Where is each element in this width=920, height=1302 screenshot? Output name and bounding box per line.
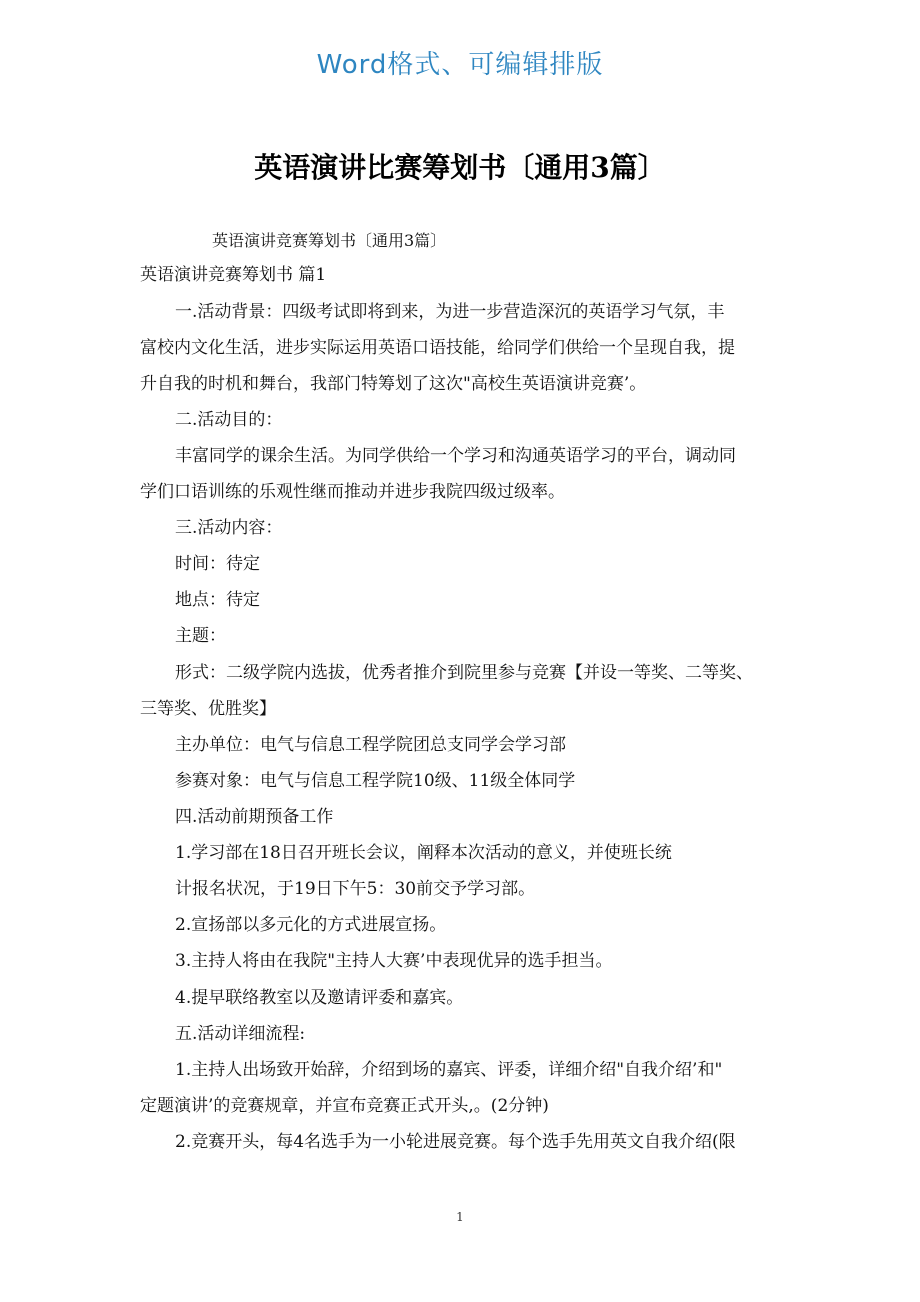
paragraph-line: 升自我的时机和舞台，我部门特筹划了这次"高校生英语演讲竞赛’。 [140, 374, 647, 394]
paragraph-line: 学们口语训练的乐观性继而推动并进步我院四级过级率。 [140, 482, 565, 502]
header-banner: Word格式、可编辑排版 [316, 50, 604, 80]
paragraph-line: 参赛对象：电气与信息工程学院10级、11级全体同学 [175, 771, 576, 791]
paragraph-line: 2.竞赛开头，每4名选手为一小轮进展竞赛。每个选手先用英文自我介绍(限 [175, 1132, 736, 1152]
paragraph-line: 1.学习部在18日召开班长会议，阐释本次活动的意义，并使班长统 [175, 843, 672, 863]
paragraph-line: 1.主持人出场致开始辞，介绍到场的嘉宾、评委，详细介绍"自我介绍’和" [175, 1060, 723, 1080]
paragraph-line: 3.主持人将由在我院"主持人大赛’中表现优异的选手担当。 [175, 951, 613, 971]
paragraph-line: 定题演讲’的竞赛规章，并宣布竞赛正式开头,。(2分钟) [140, 1096, 549, 1116]
page-number: 1 [456, 1210, 464, 1224]
document-subtitle: 英语演讲竞赛筹划书〔通用3篇〕 [212, 231, 447, 250]
paragraph-line: 富校内文化生活，进步实际运用英语口语技能，给同学们供给一个呈现自我，提 [140, 338, 735, 358]
paragraph-line: 主题： [175, 626, 226, 646]
section-heading: 英语演讲竞赛筹划书 篇1 [140, 265, 327, 285]
paragraph-line: 4.提早联络教室以及邀请评委和嘉宾。 [175, 988, 464, 1008]
paragraph-line: 计报名状况，于19日下午5：30前交予学习部。 [175, 879, 536, 899]
paragraph-line: 三.活动内容： [175, 518, 283, 538]
paragraph-line: 形式：二级学院内选拔，优秀者推介到院里参与竞赛【并设一等奖、二等奖、 [175, 663, 753, 683]
paragraph-line: 三等奖、优胜奖】 [140, 699, 276, 719]
paragraph-line: 一.活动背景：四级考试即将到来，为进一步营造深沉的英语学习气氛，丰 [175, 302, 725, 322]
paragraph-line: 时间：待定 [175, 554, 260, 574]
paragraph-line: 主办单位：电气与信息工程学院团总支同学会学习部 [175, 735, 566, 755]
paragraph-line: 地点：待定 [175, 590, 260, 610]
paragraph-line: 五.活动详细流程: [175, 1024, 306, 1044]
paragraph-line: 四.活动前期预备工作 [175, 807, 334, 827]
document-title: 英语演讲比赛筹划书〔通用3篇〕 [254, 151, 666, 184]
paragraph-line: 2.宣扬部以多元化的方式进展宣扬。 [175, 915, 447, 935]
paragraph-line: 二.活动目的： [175, 410, 283, 430]
paragraph-line: 丰富同学的课余生活。为同学供给一个学习和沟通英语学习的平台，调动同 [175, 446, 736, 466]
